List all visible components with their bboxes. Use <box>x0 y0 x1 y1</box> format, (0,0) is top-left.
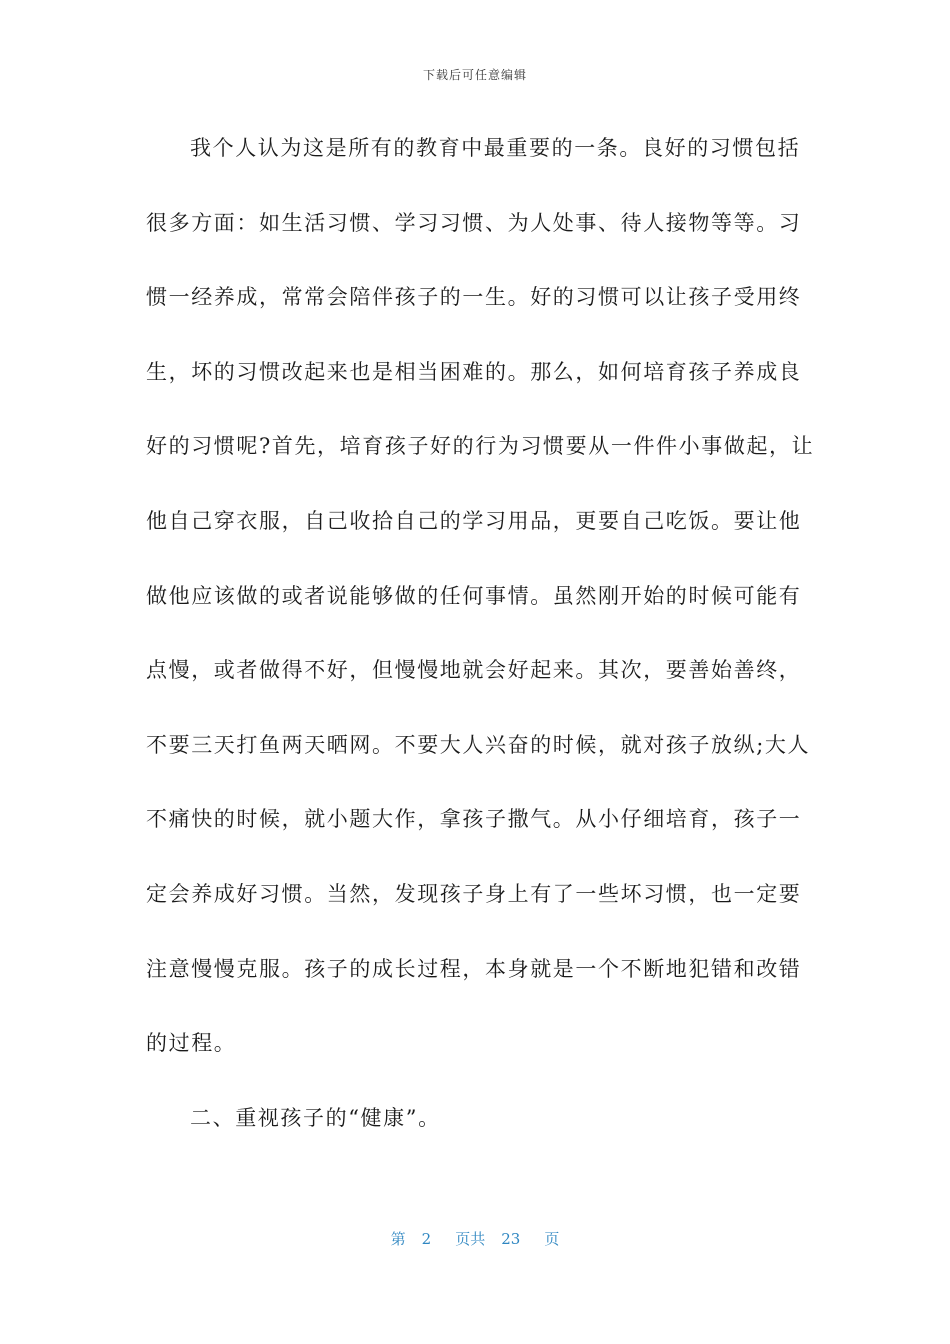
paragraph-line: 不要三天打鱼两天晒网。不要大人兴奋的时候，就对孩子放纵;大人 <box>146 732 811 757</box>
paragraph-line: 我个人认为这是所有的教育中最重要的一条。良好的习惯包括 <box>190 136 801 160</box>
paragraph-line: 点慢，或者做得不好，但慢慢地就会好起来。其次，要善始善终， <box>146 658 802 683</box>
paragraph-line: 生，坏的习惯改起来也是相当困难的。那么，如何培育孩子养成良 <box>146 359 802 384</box>
total-pages-number: 23 <box>501 1230 521 1248</box>
paragraph-line: 定会养成好习惯。当然，发现孩子身上有了一些坏习惯，也一定要 <box>146 881 802 906</box>
paragraph-line: 不痛快的时候，就小题大作，拿孩子撒气。从小仔细培育，孩子一 <box>146 807 802 832</box>
paragraph-line: 他自己穿衣服，自己收拾自己的学习用品，更要自己吃饭。要让他 <box>146 508 802 533</box>
paragraph-line: 很多方面：如生活习惯、学习习惯、为人处事、待人接物等等。习 <box>146 210 802 235</box>
section-heading: 二、重视孩子的“健康”。 <box>190 1105 441 1130</box>
paragraph-line: 注意慢慢克服。孩子的成长过程，本身就是一个不断地犯错和改错 <box>146 956 802 981</box>
page-label-suffix: 页 <box>544 1230 560 1248</box>
body-text <box>146 128 815 1172</box>
paragraph-line: 做他应该做的或者说能够做的任何事情。虽然刚开始的时候可能有 <box>146 583 802 608</box>
page-label-mid: 页共 <box>455 1230 486 1248</box>
page-footer <box>0 1228 950 1249</box>
paragraph-line: 好的习惯呢?首先，培育孩子好的行为习惯要从一件件小事做起，让 <box>146 434 815 459</box>
current-page-number: 2 <box>421 1230 432 1248</box>
paragraph-line: 的过程。 <box>146 1031 237 1056</box>
paragraph-line: 惯一经养成，常常会陪伴孩子的一生。好的习惯可以让孩子受用终 <box>146 285 802 310</box>
page-label-prefix: 第 <box>390 1230 406 1248</box>
page-header: 下载后可任意编辑 <box>422 68 527 82</box>
